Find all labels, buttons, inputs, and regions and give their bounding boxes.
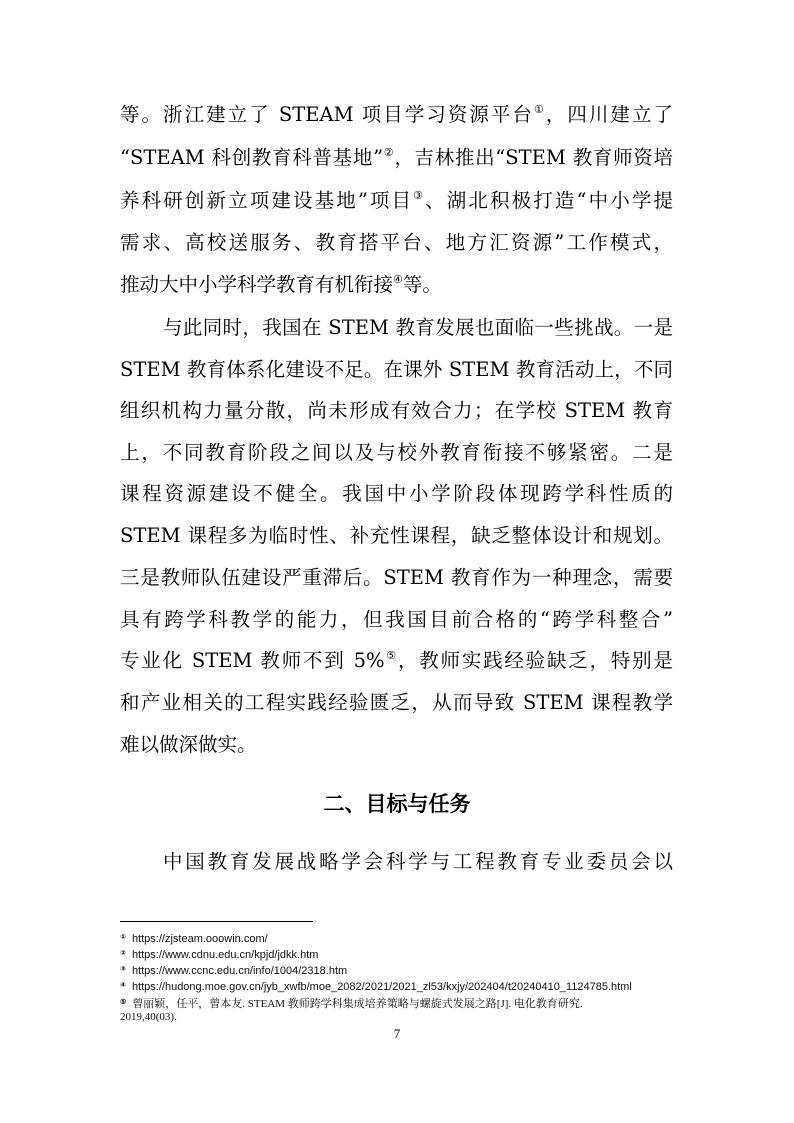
text-line: 推动大中小学科学教育有机衔接④等。 [120,273,442,296]
text-line: “STEAM 科创教育科普基地”②，吉林推出“STEM 教育师资培 [120,146,673,169]
text-line: 养科研创新立项建设基地”项目③、湖北积极打造“中小学提 [120,189,673,212]
text-line: STEM 教育体系化建设不足。在课外 STEM 教育活动上，不同 [120,358,673,381]
text-line: STEM 课程多为临时性、补充性课程，缺乏整体设计和规划。 [120,524,673,547]
text-line: 专业化 STEM 教师不到 5%⑤，教师实践经验缺乏，特别是 [120,649,673,672]
footnote-4[interactable]: ④ https://hudong.moe.gov.cn/jyb_xwfb/moe_2082/2021/2021_zl53/kxjy/202404/t20240410_1124785.html [120,981,632,993]
footnote-ref[interactable]: ④ [393,273,403,286]
text-line: 上，不同教育阶段之间以及与校外教育衔接不够紧密。二是 [120,441,673,464]
footnote-ref[interactable]: ③ [413,189,426,202]
footnote-separator [120,921,313,922]
footnote-5-continued: 2019,40(03). [120,1011,177,1023]
text-line: 和产业相关的工程实践经验匮乏，从而导致 STEM 课程教学 [120,691,673,714]
text-line: 难以做深做实。 [120,733,257,756]
footnote-3[interactable]: ③ https://www.ccnc.edu.cn/info/1004/2318.htm [120,965,348,977]
text-line: 与此同时，我国在 STEM 教育发展也面临一些挑战。一是 [163,316,673,339]
text-line: 三是教师队伍建设严重滞后。STEM 教育作为一种理念，需要 [120,566,673,589]
footnote-ref[interactable]: ⑤ [384,649,398,662]
text-line: 具有跨学科教学的能力，但我国目前合格的“跨学科整合” [120,608,673,631]
footnote-2[interactable]: ② https://www.cdnu.edu.cn/kpjd/jdkk.htm [120,949,319,961]
footnote-ref[interactable]: ② [383,146,395,159]
section-heading: 二、目标与任务 [323,792,471,816]
text-line: 需求、高校送服务、教育搭平台、地方汇资源”工作模式， [120,231,673,254]
text-line: 组织机构力量分散，尚未形成有效合力；在学校 STEM 教育 [120,399,673,422]
footnote-5: ⑤ 曾丽颖，任平，曾本友. STEAM 教师跨学科集成培养策略与螺旋式发展之路[J]. 电化教育研究. [120,998,583,1010]
footnote-ref[interactable]: ① [533,103,546,116]
text-line: 中国教育发展战略学会科学与工程教育专业委员会以 [163,850,673,873]
footnote-1[interactable]: ① https://zjsteam.ooowin.com/ [120,933,268,945]
page-number: 7 [393,1026,401,1041]
text-line: 课程资源建设不健全。我国中小学阶段体现跨学科性质的 [120,482,673,505]
text-line: 等。浙江建立了 STEAM 项目学习资源平台①，四川建立了 [120,103,673,126]
